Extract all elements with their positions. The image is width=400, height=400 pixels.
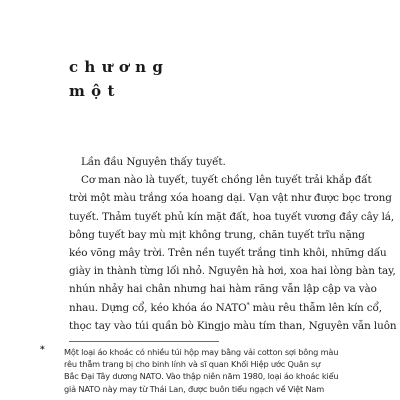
footnote [40,346,396,395]
body-line: Cơ man nào là tuyết, tuyết chồng lên tuyết trải khắp đất [81,174,372,187]
body-line: trời một màu trắng xóa hoang dại. Vạn vật như được bọc trong [69,192,392,205]
chapter-title-line-1: chương [69,58,170,76]
footnote-line: Bắc Đại Tây dương NATO. Vào thập niên năm 1980, loại áo khoác kiểu [64,371,339,382]
body-line: thọc tay vào túi quần bò Kingjo màu tím than, Nguyên vẫn luôn [69,319,397,332]
body-line: kéo võng mây trời. Trên nền tuyết trắng tinh khôi, những dấu [69,247,387,260]
chapter-title-line-2: một [69,82,121,100]
footnote-line: rêu thẫm trang bị cho binh lính và sĩ quan Khối Hiệp ước Quân sự [64,359,321,370]
body-paragraph [69,153,397,335]
footnote-reference: * [246,301,250,309]
chapter-heading [69,55,169,103]
body-line: bông tuyết bay mù mịt không trung, chăn tuyết trĩu nặng [69,228,365,241]
body-line: giày in thành từng lối nhỏ. Nguyên hà hơi, xoa hai lòng bàn tay, [69,265,396,278]
footnote-marker: * [40,345,45,355]
footnote-line: giả NATO này may từ Thái Lan, được buôn tiểu ngạch về Việt Nam [64,383,325,394]
body-line-part: màu rêu thẫm lên kín cổ, [249,301,382,314]
body-line: tuyết. Thảm tuyết phủ kín mặt đất, hoa tuyết vương đầy cây lá, [69,210,395,223]
footnote-divider [69,341,219,342]
body-line: nhún nhảy hai chân nhưng hai hàm răng vẫn lập cập va vào [69,283,377,296]
body-line-with-footnote [69,299,389,317]
footnote-line: Một loại áo khoác có nhiều túi hộp may bằng vải cotton sợi bông màu [64,347,339,357]
body-line-part: nhau. Dựng cổ, kéo khóa áo NATO [69,301,247,314]
body-line: Lần đầu Nguyên thấy tuyết. [81,156,226,168]
